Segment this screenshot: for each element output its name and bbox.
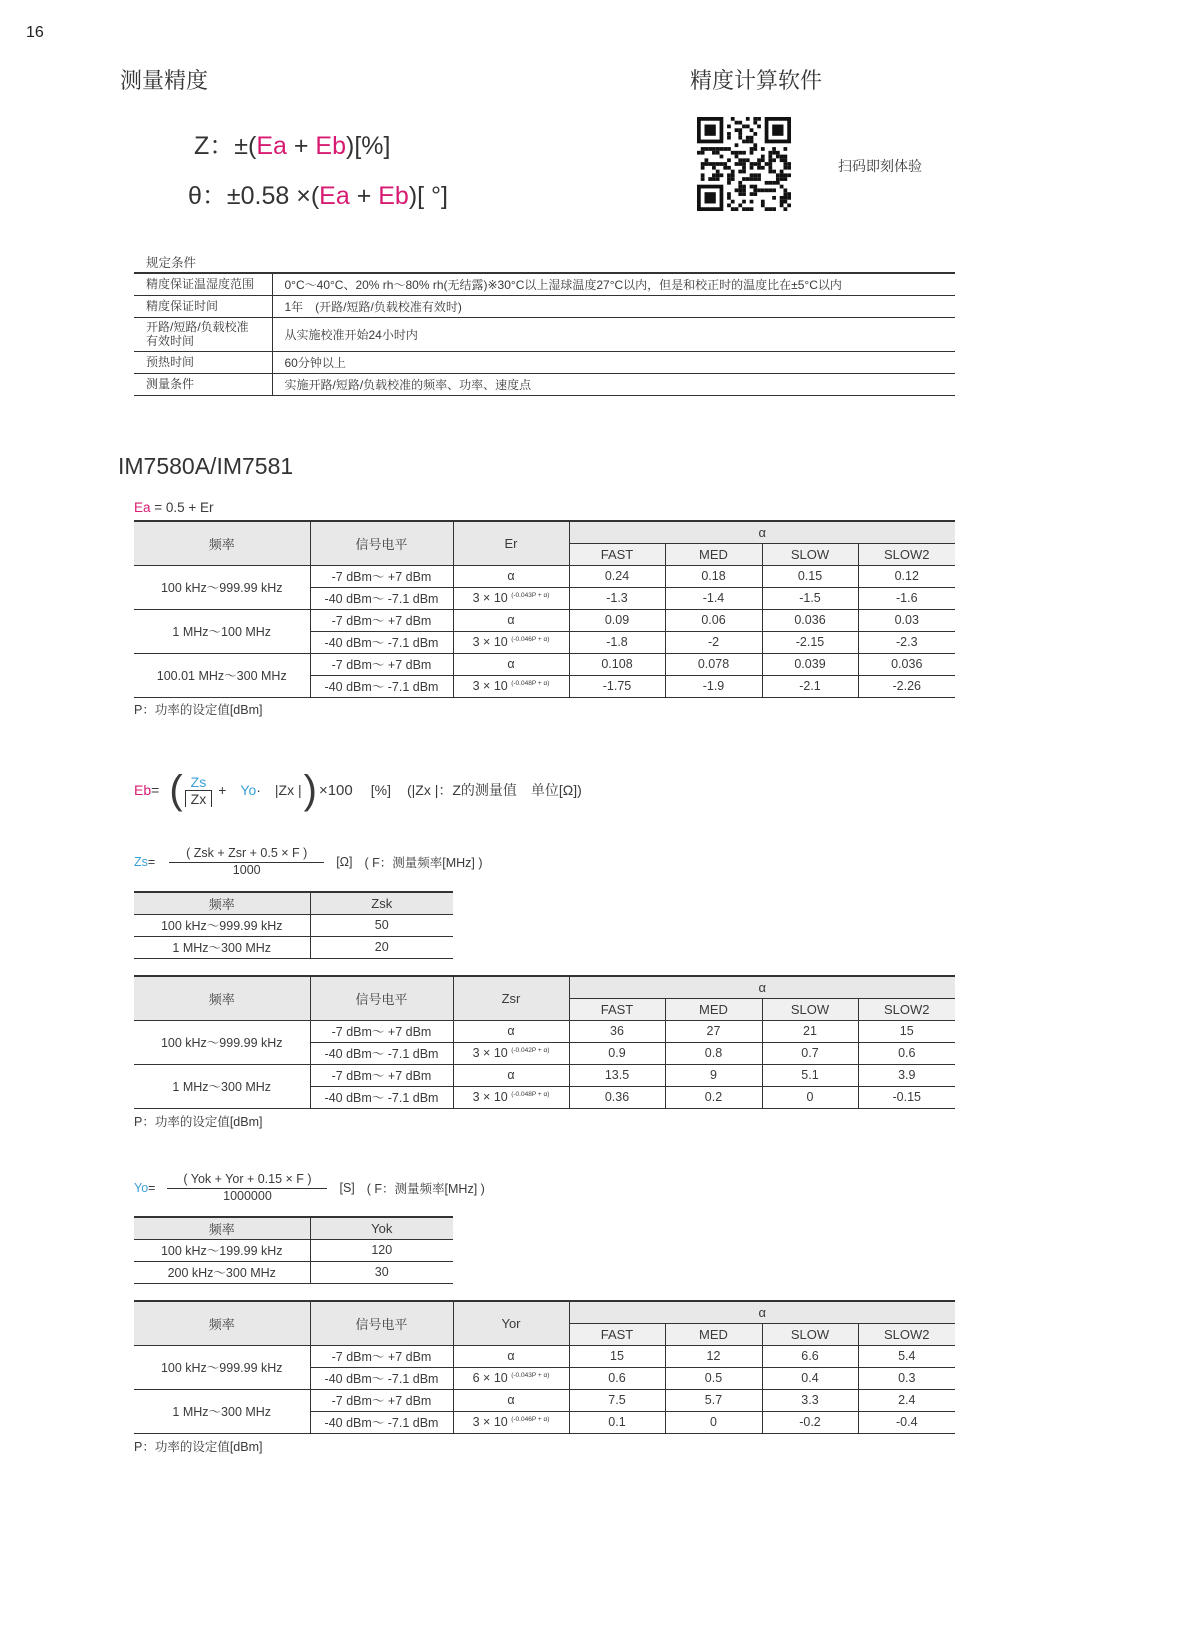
table-row [134, 1345, 955, 1367]
expression-base: α [507, 1024, 515, 1038]
condition-label: 开路/短路/负载校准 有效时间 [134, 317, 272, 351]
header-speed-med: MED [665, 1323, 762, 1345]
alpha-value-cell: 3.9 [858, 1064, 955, 1086]
alpha-value-cell: 0.2 [665, 1086, 762, 1108]
zsk-table [134, 891, 453, 959]
header-speed-med: MED [665, 543, 762, 565]
table-row [134, 653, 955, 675]
alpha-value-cell: 7.5 [569, 1389, 665, 1411]
expression-cell [453, 1042, 569, 1064]
table-row [134, 914, 453, 936]
alpha-value-cell: -1.8 [569, 631, 665, 653]
expression-exponent: (-0.043P + α) [511, 1372, 550, 1379]
header-speed-slow: SLOW [762, 998, 858, 1020]
header-signal-level: 信号电平 [310, 1301, 453, 1345]
expression-base: α [507, 657, 515, 671]
table-row [134, 1020, 955, 1042]
alpha-value-cell: -1.3 [569, 587, 665, 609]
expression-base: 3 × 10 [472, 635, 508, 649]
header-signal-level: 信号电平 [310, 976, 453, 1020]
expression-cell [453, 1086, 569, 1108]
table-row [134, 1261, 453, 1283]
alpha-value-cell: 0.06 [665, 609, 762, 631]
alpha-value-cell: 0.3 [858, 1367, 955, 1389]
signal-level-cell: -7 dBm～ +7 dBm [310, 1389, 453, 1411]
frequency-cell: 1 MHz～100 MHz [134, 609, 310, 653]
condition-row [134, 351, 955, 373]
frequency-cell: 100 kHz～999.99 kHz [134, 565, 310, 609]
alpha-value-cell: -0.2 [762, 1411, 858, 1433]
zs-formula: Zs = $\frac{\text{( Zsk + Zsr + 0.5 × F )}}{1000}$ [Ω] ( F：测量频率[MHz] ) [134, 846, 483, 877]
alpha-value-cell: 0 [665, 1411, 762, 1433]
alpha-value-cell: -2.15 [762, 631, 858, 653]
expression-cell [453, 1064, 569, 1086]
frequency-cell: 100 kHz～999.99 kHz [134, 1020, 310, 1064]
alpha-value-cell: 0.6 [569, 1367, 665, 1389]
expression-cell [453, 1389, 569, 1411]
condition-row [134, 317, 955, 351]
expression-base: α [507, 569, 515, 583]
alpha-value-cell: -1.5 [762, 587, 858, 609]
header-frequency: 频率 [134, 976, 310, 1020]
section-title-accuracy: 测量精度 [120, 68, 209, 93]
alpha-value-cell: 0.03 [858, 609, 955, 631]
alpha-value-cell: -2 [665, 631, 762, 653]
header-yor: Yor [453, 1301, 569, 1345]
qr-caption: 扫码即刻体验 [838, 158, 922, 174]
p-note: P：功率的设定值[dBm] [134, 703, 263, 717]
alpha-value-cell: 5.4 [858, 1345, 955, 1367]
alpha-value-cell: -2.3 [858, 631, 955, 653]
alpha-value-cell: 0.039 [762, 653, 858, 675]
alpha-value-cell: 9 [665, 1064, 762, 1086]
p-note-3: P：功率的设定值[dBm] [134, 1440, 263, 1454]
zsr-table [134, 975, 955, 1109]
frequency-cell: 100 kHz～999.99 kHz [134, 1345, 310, 1389]
expression-exponent: (-0.043P + α) [511, 592, 550, 599]
alpha-value-cell: -0.4 [858, 1411, 955, 1433]
header-speed-fast: FAST [569, 998, 665, 1020]
alpha-value-cell: 0.7 [762, 1042, 858, 1064]
condition-label: 精度保证时间 [134, 295, 272, 317]
expression-base: 3 × 10 [472, 591, 508, 605]
alpha-value-cell: 0.108 [569, 653, 665, 675]
header-zsr: Zsr [453, 976, 569, 1020]
condition-value: 实施开路/短路/负载校准的频率、功率、速度点 [272, 373, 955, 395]
alpha-value-cell: -1.6 [858, 587, 955, 609]
expression-exponent: (-0.048P + α) [511, 1091, 550, 1098]
conditions-table [134, 272, 955, 396]
frequency-cell: 100 kHz～199.99 kHz [134, 1239, 310, 1261]
expression-base: α [507, 1393, 515, 1407]
yor-table [134, 1300, 955, 1434]
header-speed-slow2: SLOW2 [858, 543, 955, 565]
table-row [134, 565, 955, 587]
frequency-cell: 1 MHz～300 MHz [134, 1389, 310, 1433]
header-frequency: 频率 [134, 1301, 310, 1345]
signal-level-cell: -40 dBm～ -7.1 dBm [310, 675, 453, 697]
signal-level-cell: -7 dBm～ +7 dBm [310, 1345, 453, 1367]
alpha-value-cell: 0 [762, 1086, 858, 1108]
signal-level-cell: -7 dBm～ +7 dBm [310, 609, 453, 631]
alpha-value-cell: 0.18 [665, 565, 762, 587]
alpha-value-cell: 0.078 [665, 653, 762, 675]
expression-cell [453, 1411, 569, 1433]
expression-base: 3 × 10 [472, 1415, 508, 1429]
alpha-value-cell: 0.24 [569, 565, 665, 587]
header-signal-level: 信号电平 [310, 521, 453, 565]
alpha-value-cell: 21 [762, 1020, 858, 1042]
header-er: Er [453, 521, 569, 565]
alpha-value-cell: 6.6 [762, 1345, 858, 1367]
alpha-value-cell: 0.9 [569, 1042, 665, 1064]
expression-cell [453, 631, 569, 653]
section-title-software: 精度计算软件 [690, 68, 823, 93]
condition-row [134, 373, 955, 395]
expression-cell [453, 587, 569, 609]
alpha-value-cell: 0.09 [569, 609, 665, 631]
alpha-value-cell: -1.4 [665, 587, 762, 609]
signal-level-cell: -40 dBm～ -7.1 dBm [310, 631, 453, 653]
condition-label: 精度保证温湿度范围 [134, 273, 272, 295]
alpha-value-cell: 0.15 [762, 565, 858, 587]
yo-formula: Yo = $\frac{\text{( Yok + Yor + 0.15 × F )}}{1000000}$ [S] ( F：测量频率[MHz] ) [134, 1172, 485, 1203]
frequency-cell: 200 kHz～300 MHz [134, 1261, 310, 1283]
condition-value: 1年 (开路/短路/负载校准有效时) [272, 295, 955, 317]
header-speed-slow2: SLOW2 [858, 1323, 955, 1345]
p-note-2: P：功率的设定值[dBm] [134, 1115, 263, 1129]
header-speed-slow: SLOW [762, 1323, 858, 1345]
table-row [134, 936, 453, 958]
alpha-value-cell: 27 [665, 1020, 762, 1042]
condition-row [134, 273, 955, 295]
condition-row [134, 295, 955, 317]
table-row [134, 1064, 955, 1086]
header-speed-slow: SLOW [762, 543, 858, 565]
expression-base: 3 × 10 [472, 1090, 508, 1104]
alpha-value-cell: 5.7 [665, 1389, 762, 1411]
condition-value: 60分钟以上 [272, 351, 955, 373]
header-value: Yok [310, 1217, 453, 1239]
header-speed-fast: FAST [569, 1323, 665, 1345]
condition-label: 预热时间 [134, 351, 272, 373]
condition-value: 从实施校准开始24小时内 [272, 317, 955, 351]
expression-exponent: (-0.048P + α) [511, 680, 550, 687]
expression-exponent: (-0.042P + α) [511, 1047, 550, 1054]
alpha-value-cell: 0.6 [858, 1042, 955, 1064]
er-table [134, 520, 955, 698]
alpha-value-cell: 15 [858, 1020, 955, 1042]
alpha-value-cell: -0.15 [858, 1086, 955, 1108]
expression-cell [453, 1020, 569, 1042]
expression-cell [453, 1345, 569, 1367]
header-frequency: 频率 [134, 892, 310, 914]
alpha-value-cell: 0.036 [858, 653, 955, 675]
model-title: IM7580A/IM7581 [118, 453, 294, 479]
value-cell: 20 [310, 936, 453, 958]
yok-table [134, 1216, 453, 1284]
page-number: 16 [26, 24, 44, 41]
expression-cell [453, 565, 569, 587]
condition-value: 0°C～40°C、20% rh～80% rh(无结露)※30°C以上湿球温度27°C以内，但是和校正时的温度比在±5°C以内 [272, 273, 955, 295]
alpha-value-cell: 13.5 [569, 1064, 665, 1086]
alpha-value-cell: 2.4 [858, 1389, 955, 1411]
header-frequency: 频率 [134, 1217, 310, 1239]
expression-base: 3 × 10 [472, 1046, 508, 1060]
header-speed-med: MED [665, 998, 762, 1020]
condition-label: 测量条件 [134, 373, 272, 395]
alpha-value-cell: 0.36 [569, 1086, 665, 1108]
alpha-value-cell: 0.8 [665, 1042, 762, 1064]
table-row [134, 609, 955, 631]
frequency-cell: 1 MHz～300 MHz [134, 936, 310, 958]
alpha-value-cell: 0.4 [762, 1367, 858, 1389]
expression-cell [453, 653, 569, 675]
alpha-value-cell: 0.5 [665, 1367, 762, 1389]
formula-z: Z：±(Ea + Eb)[%] [194, 132, 391, 160]
signal-level-cell: -40 dBm～ -7.1 dBm [310, 1367, 453, 1389]
expression-cell [453, 1367, 569, 1389]
table-row [134, 1389, 955, 1411]
signal-level-cell: -40 dBm～ -7.1 dBm [310, 1086, 453, 1108]
value-cell: 30 [310, 1261, 453, 1283]
expression-base: α [507, 613, 515, 627]
formula-theta: θ：±0.58 ×(Ea + Eb)[ °] [188, 182, 449, 210]
eb-formula: Eb = ( $\frac{Zs}{Zx}$ + Yo · |Zx | ) ×100 [%] (|Zx |：Z的测量值 单位[Ω]) [134, 767, 582, 812]
expression-base: 3 × 10 [472, 679, 508, 693]
header-alpha: α [569, 976, 955, 998]
alpha-value-cell: 0.036 [762, 609, 858, 631]
value-cell: 120 [310, 1239, 453, 1261]
alpha-value-cell: -1.75 [569, 675, 665, 697]
alpha-value-cell: 12 [665, 1345, 762, 1367]
expression-base: α [507, 1349, 515, 1363]
signal-level-cell: -7 dBm～ +7 dBm [310, 1064, 453, 1086]
alpha-value-cell: 0.12 [858, 565, 955, 587]
expression-cell [453, 675, 569, 697]
qr-code[interactable] [697, 117, 791, 211]
alpha-value-cell: 15 [569, 1345, 665, 1367]
signal-level-cell: -40 dBm～ -7.1 dBm [310, 1042, 453, 1064]
signal-level-cell: -7 dBm～ +7 dBm [310, 1020, 453, 1042]
frequency-cell: 100.01 MHz～300 MHz [134, 653, 310, 697]
header-speed-slow2: SLOW2 [858, 998, 955, 1020]
alpha-value-cell: -2.1 [762, 675, 858, 697]
header-alpha: α [569, 521, 955, 543]
header-frequency: 频率 [134, 521, 310, 565]
table-row [134, 1239, 453, 1261]
expression-base: α [507, 1068, 515, 1082]
conditions-title: 规定条件 [146, 256, 197, 270]
alpha-value-cell: -2.26 [858, 675, 955, 697]
expression-exponent: (-0.046P + α) [511, 1416, 550, 1423]
expression-exponent: (-0.046P + α) [511, 636, 550, 643]
header-speed-fast: FAST [569, 543, 665, 565]
signal-level-cell: -40 dBm～ -7.1 dBm [310, 587, 453, 609]
alpha-value-cell: 5.1 [762, 1064, 858, 1086]
signal-level-cell: -7 dBm～ +7 dBm [310, 565, 453, 587]
header-alpha: α [569, 1301, 955, 1323]
alpha-value-cell: 3.3 [762, 1389, 858, 1411]
value-cell: 50 [310, 914, 453, 936]
alpha-value-cell: 0.1 [569, 1411, 665, 1433]
frequency-cell: 100 kHz～999.99 kHz [134, 914, 310, 936]
alpha-value-cell: 36 [569, 1020, 665, 1042]
signal-level-cell: -40 dBm～ -7.1 dBm [310, 1411, 453, 1433]
frequency-cell: 1 MHz～300 MHz [134, 1064, 310, 1108]
alpha-value-cell: -1.9 [665, 675, 762, 697]
expression-base: 6 × 10 [472, 1371, 508, 1385]
signal-level-cell: -7 dBm～ +7 dBm [310, 653, 453, 675]
header-value: Zsk [310, 892, 453, 914]
expression-cell [453, 609, 569, 631]
ea-formula: Ea = 0.5 + Er [134, 500, 214, 515]
